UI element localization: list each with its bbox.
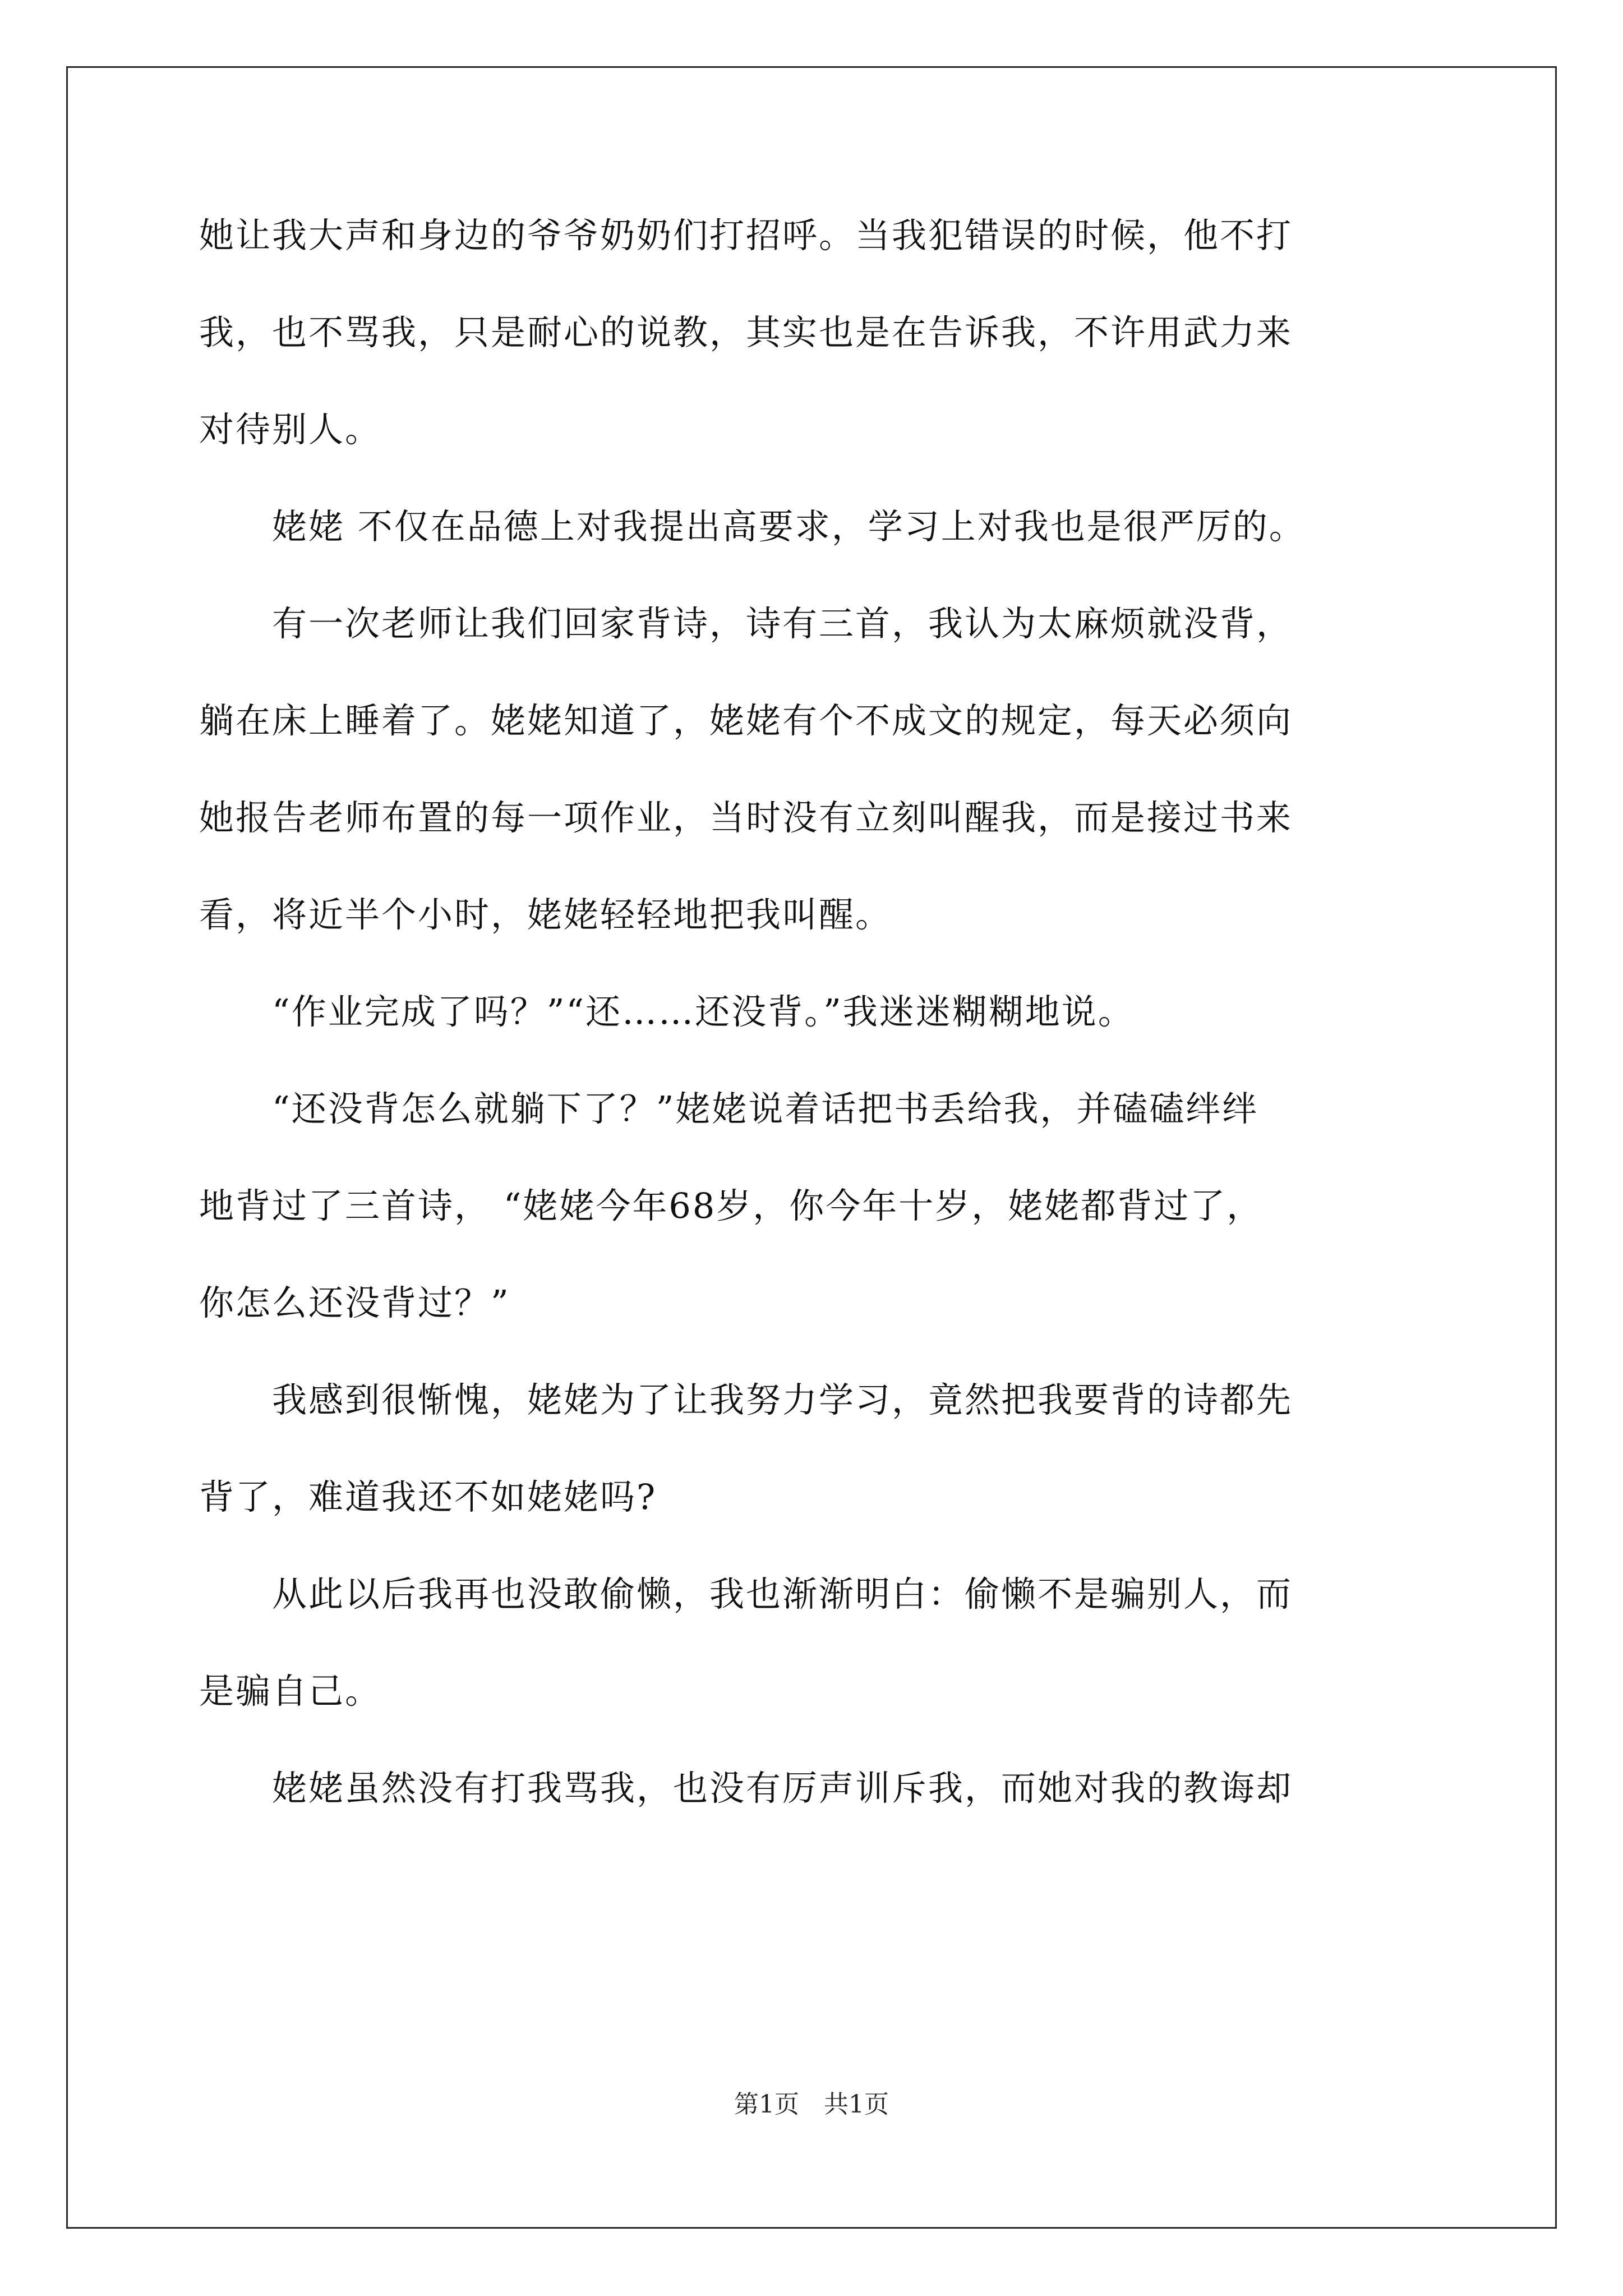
text-line: 有一次老师让我们回家背诗，诗有三首，我认为太麻烦就没背， [199,603,1293,644]
text-line: “还没背怎么就躺下了？”姥姥说着话把书丢给我，并磕磕绊绊 [199,1088,1259,1129]
text-line: 你怎么还没背过？” [199,1282,510,1323]
text-line: 从此以后我再也没敢偷懒，我也渐渐明白：偷懒不是骗别人，而 [199,1573,1293,1614]
text-line: “作业完成了吗？”“还……还没背。”我迷迷糊糊地说。 [199,991,1135,1032]
text-line: 姥姥虽然没有打我骂我，也没有厉声训斥我，而她对我的教诲却 [199,1768,1293,1809]
page-number-footer: 第1页 共1页 [734,2090,889,2119]
text-line: 地背过了三首诗， “姥姥今年68岁，你今年十岁，姥姥都背过了， [199,1185,1264,1226]
text-line: 对待别人。 [199,409,382,450]
text-line: 姥姥 不仅在品德上对我提出高要求，学习上对我也是很严厉的。 [199,506,1306,547]
text-line: 她报告老师布置的每一项作业，当时没有立刻叫醒我，而是接过书来 [199,797,1293,838]
text-line: 我感到很惭愧，姥姥为了让我努力学习，竟然把我要背的诗都先 [199,1379,1293,1420]
text-line: 我，也不骂我，只是耐心的说教，其实也是在告诉我，不许用武力来 [199,312,1293,353]
text-line: 是骗自己。 [199,1671,382,1711]
document-body [199,208,1433,1857]
text-line: 躺在床上睡着了。姥姥知道了，姥姥有个不成文的规定，每天必须向 [199,700,1293,741]
text-line: 她让我大声和身边的爷爷奶奶们打招呼。当我犯错误的时候，他不打 [199,215,1293,256]
text-line: 背了，难道我还不如姥姥吗? [199,1476,657,1517]
text-line: 看，将近半个小时，姥姥轻轻地把我叫醒。 [199,894,892,935]
